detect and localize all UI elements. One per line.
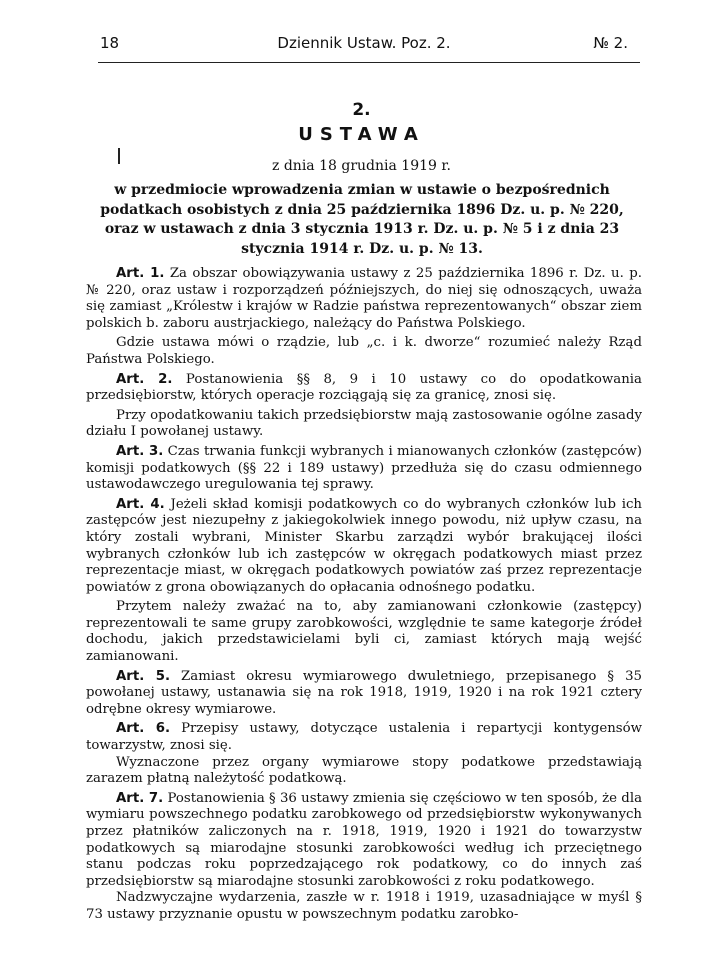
paragraph-text: Przepisy ustawy, dotyczące ustalenia i repartycji kontygensów towarzystw, znosi się. — [86, 721, 642, 754]
article-label: Art. 2. — [116, 371, 173, 387]
paragraph-text: Jeżeli skład komisji podatkowych co do wybranych członków lub ich zastępców jest niezupełny z jakiegokolwiek innego powodu, niż upływ czasu, na który zostali wybrani, Minister Skarbu zarządzi wybór brakującej ilości wybranych członków lub ich zastępców w okręgach podatkowych miast przez reprezentacje miast, w okręgach podatkowych powiatów zaś przez reprezentacje powiatów z grona obowiązanych do opłacania odnośnego podatku. — [86, 496, 642, 595]
document-subject: w przedmiocie wprowadzenia zmian w ustawie o bezpośrednich podatkach osobistych z dnia 25 października 1896 Dz. u. p. № 220, oraz w ustawach z dnia 3 stycznia 1913 r. Dz. u. p. № 5 i z dnia 23 stycznia 1914 r. Dz. u. p. № 13. — [100, 182, 624, 257]
paragraph-text: Zamiast okresu wymiarowego dwuletniego, przepisanego § 35 powołanej ustawy, ustanawia się na rok 1918, 1919, 1920 i na rok 1921 cztery odrębne okresy wymiarowe. — [86, 668, 642, 717]
paragraph — [86, 444, 642, 494]
article-label: Art. 7. — [116, 790, 164, 806]
journal-title: Dziennik Ustaw. Poz. 2. — [277, 34, 451, 52]
paragraph — [86, 669, 642, 719]
paragraph-text: Postanowienia § 36 ustawy zmienia się częściowo w ten sposób, że dla wymiaru powszechnego podatku zarobkowego od przedsiębiorstw wykonywanych przez płatników zaliczonych na r. 1918, 1919, 1920 i 1921 do towarzystw podatkowych są miarodajne stosunki zarobkowości według ich przeciętnego stanu podczas roku poprzedzającego rok podatkowy, co do innych zaś przedsiębiorstw są miarodajne stosunki zarobkowości z roku podatkowego. — [86, 790, 642, 889]
document-title: USTAWA — [298, 124, 425, 145]
header-rule — [98, 62, 640, 63]
document-date: z dnia 18 grudnia 1919 r. — [272, 158, 451, 174]
issue-number: № 2. — [593, 34, 628, 52]
paragraph-text: Czas trwania funkcji wybranych i mianowanych członków (zastępców) komisji podatkowych (§§ 22 i 189 ustawy) przedłuża się do czasu odmiennego ustawodawczego uregulowania tej sprawy. — [86, 443, 642, 493]
article-label: Art. 6. — [116, 721, 171, 737]
document-number: 2. — [352, 100, 371, 120]
article-label: Art. 1. — [116, 266, 165, 281]
paragraph — [86, 408, 642, 441]
paragraph — [86, 755, 642, 788]
document-body — [86, 266, 642, 924]
paragraph — [86, 599, 642, 665]
paragraph-text: Gdzie ustawa mówi o rządzie, lub „c. i k. dworze“ rozumieć należy Rząd Państwa Polskiego. — [86, 335, 642, 367]
article-label: Art. 5. — [116, 668, 170, 684]
paragraph-text: Postanowienia §§ 8, 9 i 10 ustawy co do opodatkowania przedsiębiorstw, których operacje rozciągają się za granicę, znosi się. — [86, 371, 642, 404]
paragraph-text: Za obszar obowiązywania ustawy z 25 października 1896 r. Dz. u. p. № 220, oraz ustaw i rozporządzeń późniejszych, do niej się odnoszących, uważa się zamiast „Królestw i krajów w Radzie państwa reprezentowanych“ obszar ziem polskich b. zaboru austrjackiego, należący do Państwa Polskiego. — [86, 266, 642, 331]
paragraph — [86, 791, 642, 891]
paragraph — [86, 335, 642, 368]
page-header — [100, 34, 628, 56]
article-label: Art. 3. — [116, 443, 164, 459]
paragraph-text: Przytem należy zważać na to, aby zamianowani członkowie (zastępcy) reprezentowali te same grupy zarobkowości, względnie te same kategorje źródeł dochodu, jakich przedstawicielami byli ci, zamiast których mają wejść zamianowani. — [86, 599, 642, 665]
paragraph — [86, 266, 642, 332]
paragraph — [86, 890, 642, 923]
paragraph — [86, 721, 642, 754]
paragraph — [86, 372, 642, 405]
paragraph-text: Wyznaczone przez organy wymiarowe stopy podatkowe przedstawiają zarazem płatną należytość podatkową. — [86, 754, 642, 787]
paragraph-text: Przy opodatkowaniu takich przedsiębiorstw mają zastosowanie ogólne zasady działu I powołanej ustawy. — [86, 407, 642, 440]
paragraph-text: Nadzwyczajne wydarzenia, zaszłe w r. 1918 i 1919, uzasadniające w myśl § 73 ustawy przyznanie opustu w powszechnym podatku zarobko- — [86, 890, 642, 922]
page-number: 18 — [100, 34, 120, 52]
paragraph — [86, 497, 642, 597]
article-label: Art. 4. — [116, 496, 165, 512]
